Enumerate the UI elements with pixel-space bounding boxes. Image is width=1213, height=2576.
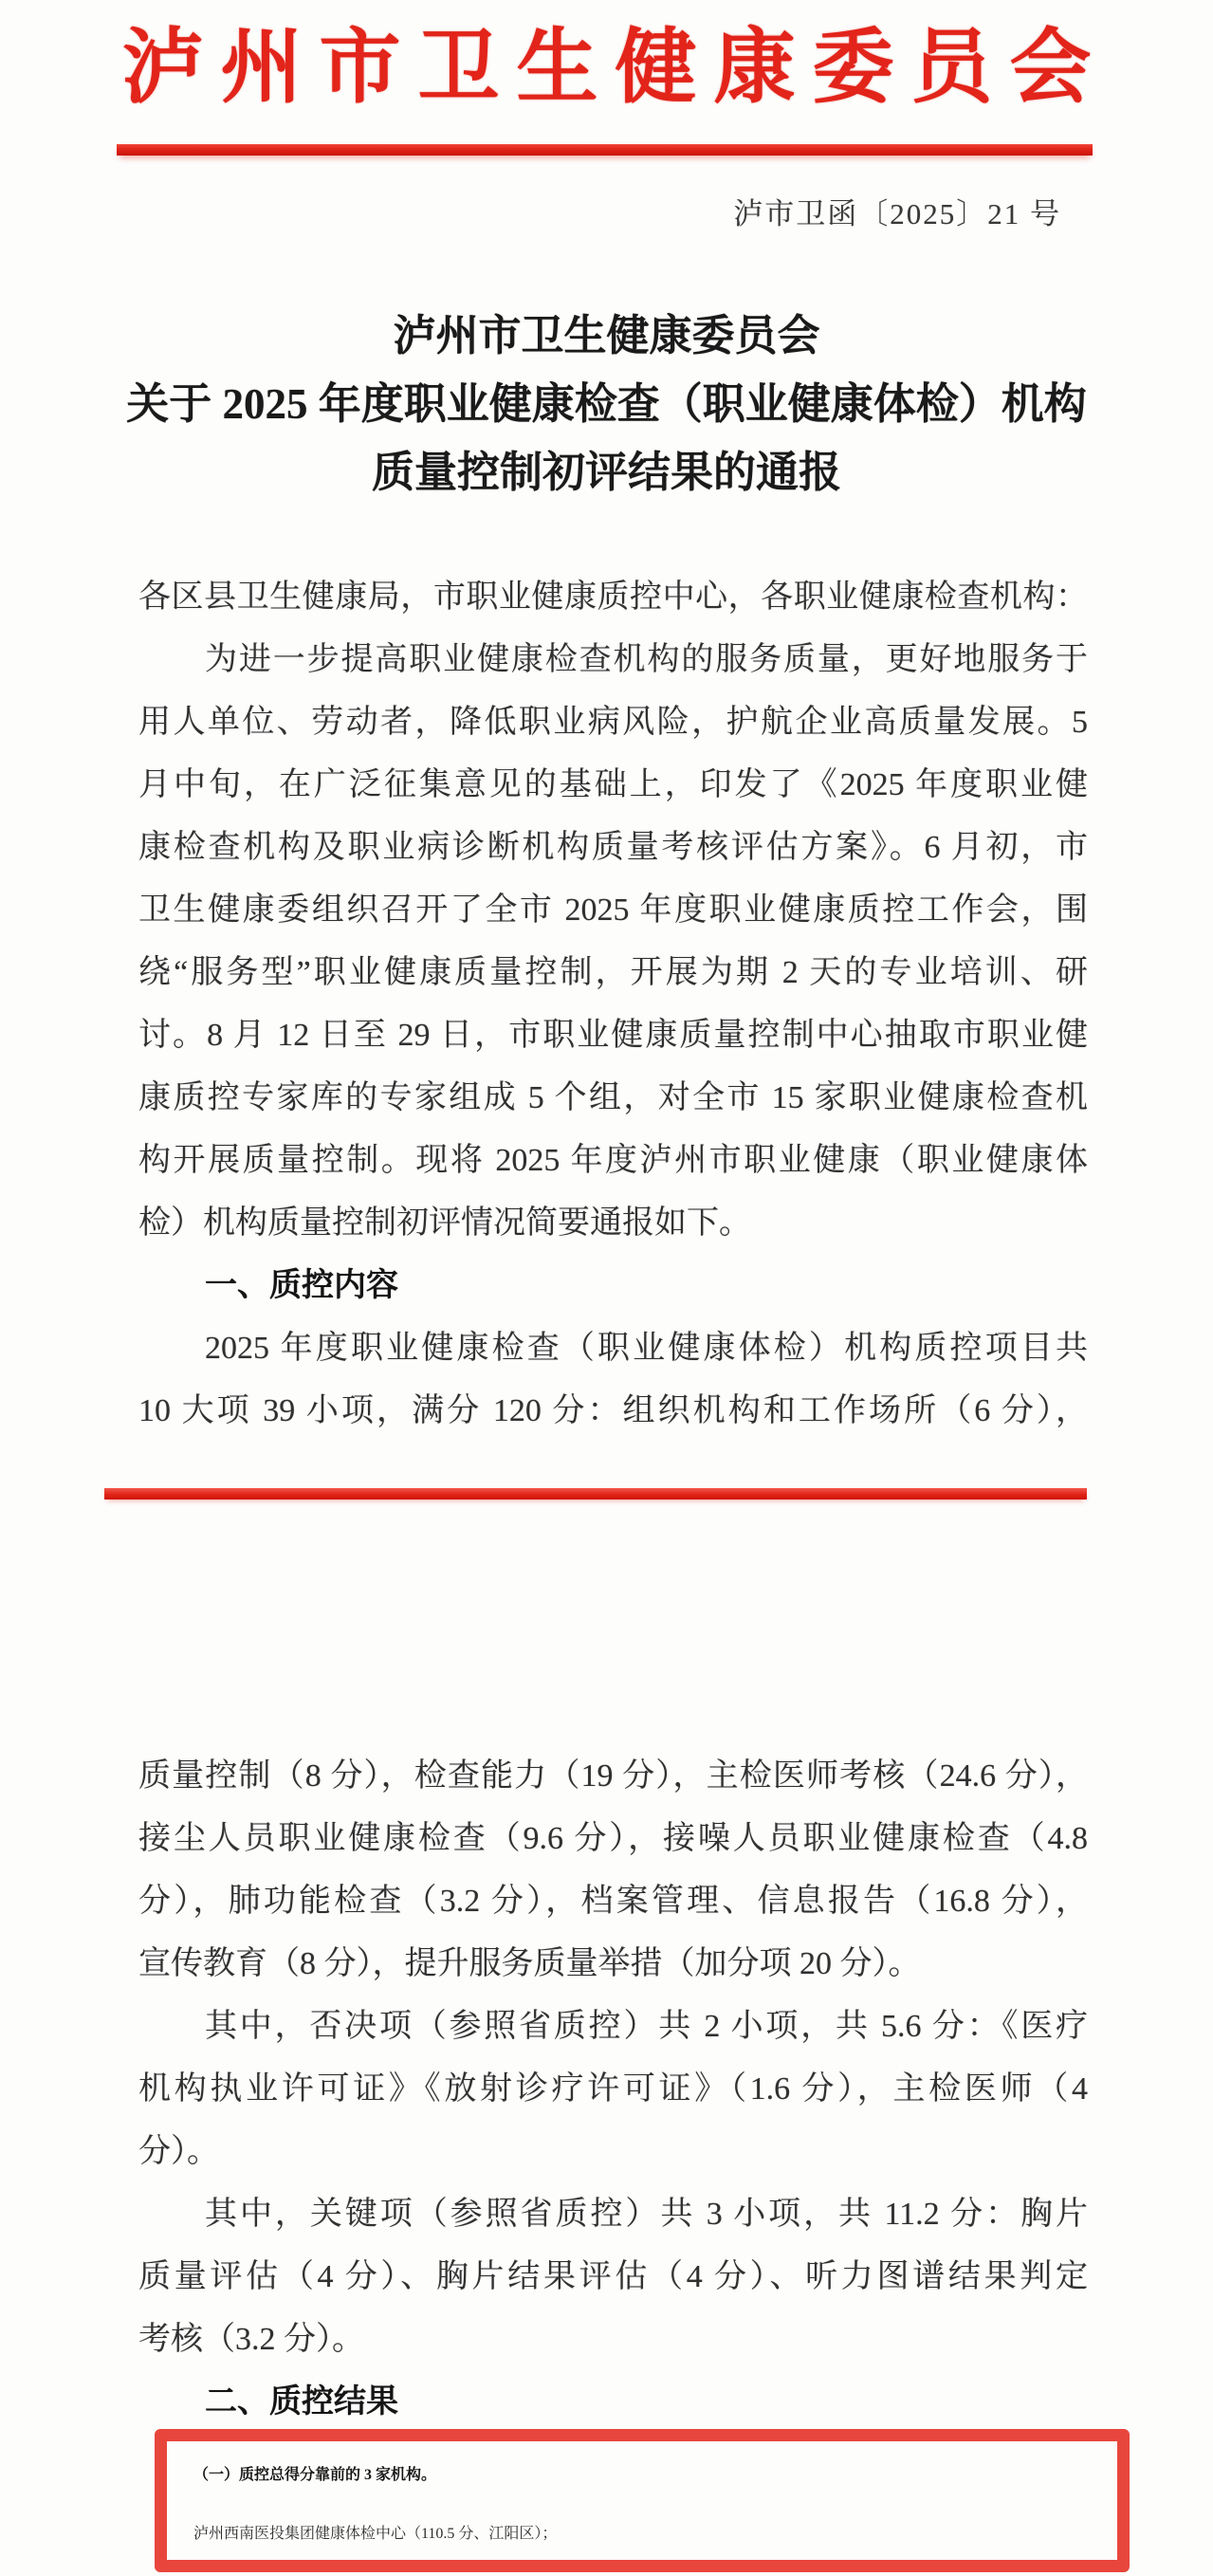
section-heading: （一）质控总得分靠前的 3 家机构。 [193, 2467, 437, 2483]
highlight-box [155, 2429, 1130, 2572]
body-line: 其中，关键项（参照省质控）共 3 小项，共 11.2 分：胸片 [205, 2197, 1088, 2232]
body-line: 2025 年度职业健康检查（职业健康体检）机构质控项目共 [205, 1331, 1088, 1366]
body-line: 宣传教育（8 分），提升服务质量举措（加分项 20 分）。 [138, 1946, 921, 1981]
highlight-box-line: 泸州西南医投集团健康体检中心（110.5 分、江阳区）； [193, 2526, 558, 2542]
body-line: 康质控专家库的专家组成 5 个组，对全市 15 家职业健康检查机 [138, 1080, 1088, 1115]
body-line: 10 大项 39 小项，满分 120 分：组织机构和工作场所（6 分）， [138, 1393, 1088, 1428]
body-line: 机构执业许可证》《放射诊疗许可证》（1.6 分），主检医师（4 [138, 2071, 1088, 2107]
body-line: 其中，否决项（参照省质控）共 2 小项，共 5.6 分：《医疗 [205, 2009, 1088, 2044]
body-page2 [138, 1745, 1088, 2434]
body-line: 构开展质量控制。现将 2025 年度泸州市职业健康（职业健康体 [138, 1143, 1088, 1178]
body-line: 各区县卫生健康局，市职业健康质控中心，各职业健康检查机构： [138, 580, 1088, 615]
body-line: 接尘人员职业健康检查（9.6 分），接噪人员职业健康检查（4.8 [138, 1821, 1088, 1856]
page-break-divider-line [104, 1488, 1087, 1500]
body-line: 考核（3.2 分）。 [138, 2322, 364, 2357]
letterhead-divider-line [117, 144, 1093, 156]
body-line: 月中旬，在广泛征集意见的基础上，印发了《2025 年度职业健 [138, 767, 1088, 802]
body-page1 [138, 566, 1088, 1443]
body-line: 康检查机构及职业病诊断机构质量考核评估方案》。6 月初，市 [138, 830, 1088, 865]
body-line: 质量控制（8 分），检查能力（19 分），主检医师考核（24.6 分）， [138, 1758, 1088, 1794]
body-line: 分），肺功能检查（3.2 分），档案管理、信息报告（16.8 分）， [138, 1884, 1088, 1919]
body-line: 讨。8 月 12 日至 29 日，市职业健康质量控制中心抽取市职业健 [138, 1018, 1088, 1053]
section-heading: 一、质控内容 [205, 1268, 398, 1303]
section-heading: 二、质控结果 [205, 2384, 398, 2420]
document-title-line: 质量控制初评结果的通报 [371, 449, 841, 496]
body-line: 用人单位、劳动者，降低职业病风险，护航企业高质量发展。5 [138, 705, 1088, 740]
body-line: 为进一步提高职业健康检查机构的服务质量，更好地服务于 [205, 642, 1088, 677]
body-line: 质量评估（4 分）、胸片结果评估（4 分）、听力图谱结果判定 [138, 2259, 1088, 2294]
body-line: 绕“服务型”职业健康质量控制，开展为期 2 天的专业培训、研 [138, 955, 1088, 990]
document-title-line: 关于 2025 年度职业健康检查（职业健康体检）机构 [126, 380, 1087, 428]
doc-number: 泸市卫函〔2025〕21 号 [733, 197, 1061, 230]
body-line: 检）机构质量控制初评情况简要通报如下。 [138, 1205, 751, 1241]
body-line: 卫生健康委组织召开了全市 2025 年度职业健康质控工作会，围 [138, 892, 1088, 928]
body-line: 分）。 [138, 2134, 219, 2169]
document-title-line: 泸州市卫生健康委员会 [393, 312, 820, 359]
document-title [38, 302, 1175, 506]
letterhead-org-name: 泸州市卫生健康委员会 [121, 22, 1109, 113]
